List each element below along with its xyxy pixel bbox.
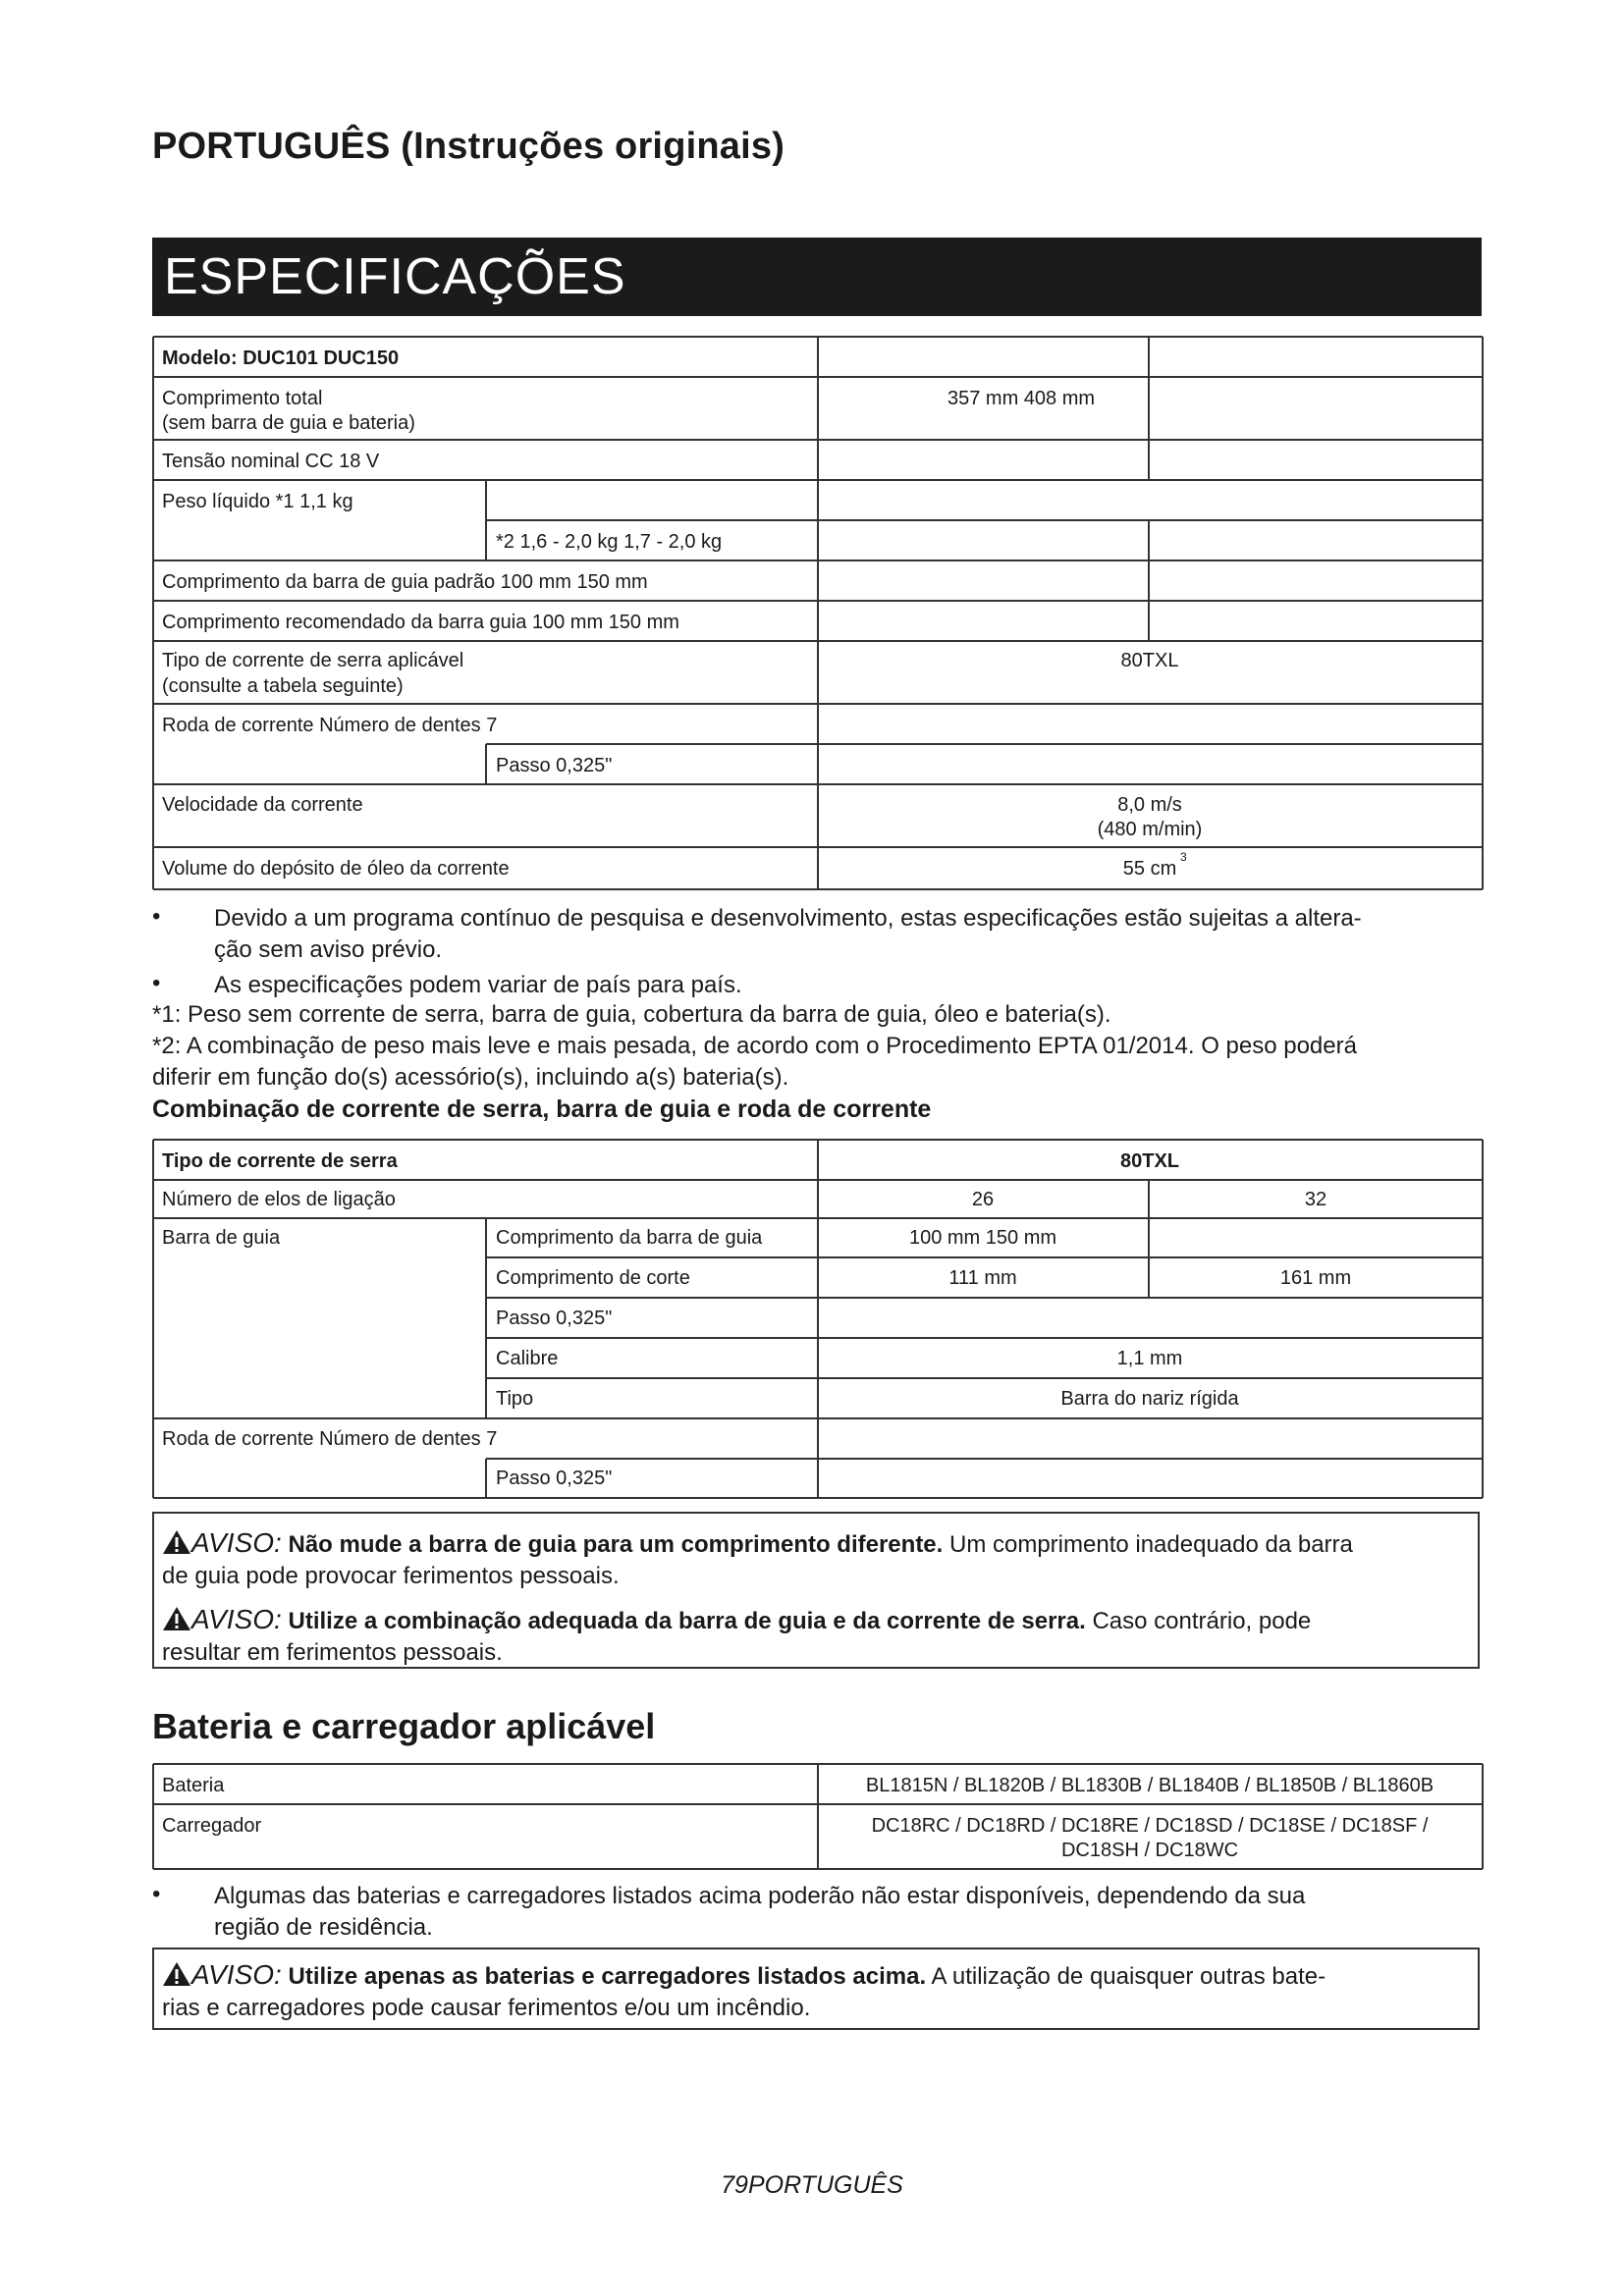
spec-chain-type-label: Tipo de corrente de serra aplicável xyxy=(162,650,464,671)
combo-sprocket: Roda de corrente Número de dentes 7 xyxy=(162,1428,498,1450)
page-footer: 79PORTUGUÊS xyxy=(721,2171,903,2199)
note-bullet-1-line1: Devido a um programa contínuo de pesquisa e desenvolvimento, estas especificações estão sujeitas a altera- xyxy=(214,905,1362,932)
note-bullet-1 xyxy=(214,903,1481,966)
bullet-glyph: • xyxy=(152,1881,161,1907)
combo-links-b: 32 xyxy=(1304,1189,1327,1210)
spec-rec-bar-length: Comprimento recomendado da barra guia 100 mm 150 mm xyxy=(162,612,679,633)
warning-triangle-icon xyxy=(162,1606,191,1631)
warning-1-label-2: AVISO: xyxy=(191,1604,282,1634)
note-footnote-2-line2: diferir em função do(s) acessório(s), incluindo a(s) bateria(s). xyxy=(152,1064,789,1091)
warning-box-battery xyxy=(152,1948,1480,2030)
spec-length-value: 357 mm 408 mm xyxy=(947,388,1096,409)
combo-links-label: Número de elos de ligação xyxy=(162,1189,396,1210)
warning-1-label: AVISO: xyxy=(191,1527,282,1558)
combo-chain-type-value: 80TXL xyxy=(1119,1150,1180,1172)
spec-std-bar-length: Comprimento da barra de guia padrão 100 mm 150 mm xyxy=(162,571,648,593)
spec-chain-speed-value-alt: (480 m/min) xyxy=(1097,819,1203,840)
combo-cut-length-label: Comprimento de corte xyxy=(496,1267,690,1289)
battery-label: Bateria xyxy=(162,1775,225,1796)
spec-chain-type-note: (consulte a tabela seguinte) xyxy=(162,675,404,697)
spec-sprocket: Roda de corrente Número de dentes 7 xyxy=(162,715,498,736)
combo-cut-length-b: 161 mm xyxy=(1279,1267,1352,1289)
note-footnote-1: *1: Peso sem corrente de serra, barra de guia, cobertura da barra de guia, óleo e bateria(s). xyxy=(152,1001,1111,1028)
warning-1-p2-rest: Caso contrário, pode xyxy=(1085,1608,1312,1634)
note-bullet-1-line2: ção sem aviso prévio. xyxy=(214,936,443,963)
battery-note-line1: Algumas das baterias e carregadores listados acima poderão não estar disponíveis, dependendo da sua xyxy=(214,1883,1306,1909)
spec-net-weight: Peso líquido *1 1,1 kg xyxy=(162,491,353,512)
spec-oil-tank-value: 55 cm xyxy=(1122,858,1177,880)
spec-length-label-note: (sem barra de guia e bateria) xyxy=(162,412,415,434)
combination-table xyxy=(152,1139,1484,1500)
warning-1-paragraph-2 xyxy=(162,1604,1476,1669)
charger-value: DC18RC / DC18RD / DC18RE / DC18SD / DC18SE / DC18SF / xyxy=(871,1815,1429,1837)
warning-2-bold: Utilize apenas as baterias e carregadores listados acima. xyxy=(288,1963,927,1990)
spec-voltage: Tensão nominal CC 18 V xyxy=(162,451,380,472)
warning-1-p2-bold: Utilize a combinação adequada da barra de guia e da corrente de serra. xyxy=(288,1608,1086,1634)
page-language-title: PORTUGUÊS (Instruções originais) xyxy=(152,126,785,167)
note-footnote-2-line1: *2: A combinação de peso mais leve e mais pesada, de acordo com o Procedimento EPTA 01/2014. O peso poderá xyxy=(152,1033,1357,1059)
spec-chain-type-value: 80TXL xyxy=(1120,650,1179,671)
battery-note-line2: região de residência. xyxy=(214,1914,433,1941)
spec-oil-tank-unit-sup: 3 xyxy=(1180,850,1187,864)
combo-gauge-label: Calibre xyxy=(496,1348,559,1369)
spec-chain-speed-value: 8,0 m/s xyxy=(1117,794,1182,816)
battery-heading: Bateria e carregador aplicável xyxy=(152,1706,656,1746)
combo-chain-type-label: Tipo de corrente de serra xyxy=(162,1150,398,1172)
combo-bar-length-label: Comprimento da barra de guia xyxy=(496,1227,763,1249)
warning-1-p1-rest: Um comprimento inadequado da barra xyxy=(943,1531,1353,1558)
combo-sprocket-pitch: Passo 0,325" xyxy=(496,1468,613,1489)
specifications-banner xyxy=(152,238,1482,316)
battery-availability-note xyxy=(214,1881,1481,1944)
spec-weight-range: *2 1,6 - 2,0 kg 1,7 - 2,0 kg xyxy=(496,531,723,553)
combo-bar-length-value: 100 mm 150 mm xyxy=(908,1227,1057,1249)
warning-2-line2: rias e carregadores pode causar ferimentos e/ou um incêndio. xyxy=(162,1995,811,2021)
warning-box-guide-bar xyxy=(152,1512,1480,1669)
warning-triangle-icon xyxy=(162,1961,191,1987)
specifications-table xyxy=(152,336,1484,891)
combo-gauge-value: 1,1 mm xyxy=(1116,1348,1183,1369)
warning-2-rest: A utilização de quaisquer outras bate- xyxy=(926,1963,1326,1990)
combo-type-value: Barra do nariz rígida xyxy=(1060,1388,1239,1410)
bullet-glyph: • xyxy=(152,903,161,930)
specifications-banner-text: ESPECIFICAÇÕES xyxy=(164,248,626,305)
combo-pitch-label: Passo 0,325" xyxy=(496,1308,613,1329)
warning-2-label: AVISO: xyxy=(191,1959,282,1990)
warning-2-paragraph xyxy=(162,1959,1476,2024)
combo-guide-bar: Barra de guia xyxy=(162,1227,281,1249)
battery-table xyxy=(152,1763,1484,1871)
spec-chain-speed-label: Velocidade da corrente xyxy=(162,794,363,816)
combination-heading: Combinação de corrente de serra, barra de guia e roda de corrente xyxy=(152,1095,932,1123)
charger-label: Carregador xyxy=(162,1815,262,1837)
warning-1-p1-line2: de guia pode provocar ferimentos pessoais. xyxy=(162,1563,620,1589)
spec-oil-tank-label: Volume do depósito de óleo da corrente xyxy=(162,858,510,880)
combo-cut-length-a: 111 mm xyxy=(948,1267,1017,1289)
combo-type-label: Tipo xyxy=(496,1388,534,1410)
battery-value: BL1815N / BL1820B / BL1830B / BL1840B / BL1850B / BL1860B xyxy=(865,1775,1435,1796)
spec-model: Modelo: DUC101 DUC150 xyxy=(162,347,400,369)
spec-pitch: Passo 0,325" xyxy=(496,755,613,776)
warning-triangle-icon xyxy=(162,1529,191,1555)
combo-links-a: 26 xyxy=(971,1189,995,1210)
warning-1-p1-bold: Não mude a barra de guia para um comprimento diferente. xyxy=(288,1531,944,1558)
note-bullet-2: As especificações podem variar de país para país. xyxy=(214,972,742,998)
spec-length-label: Comprimento total xyxy=(162,388,323,409)
bullet-glyph: • xyxy=(152,970,161,996)
charger-value-line2: DC18SH / DC18WC xyxy=(1060,1840,1239,1861)
warning-1-p2-line2: resultar em ferimentos pessoais. xyxy=(162,1639,503,1666)
warning-1-paragraph-1 xyxy=(162,1527,1476,1592)
